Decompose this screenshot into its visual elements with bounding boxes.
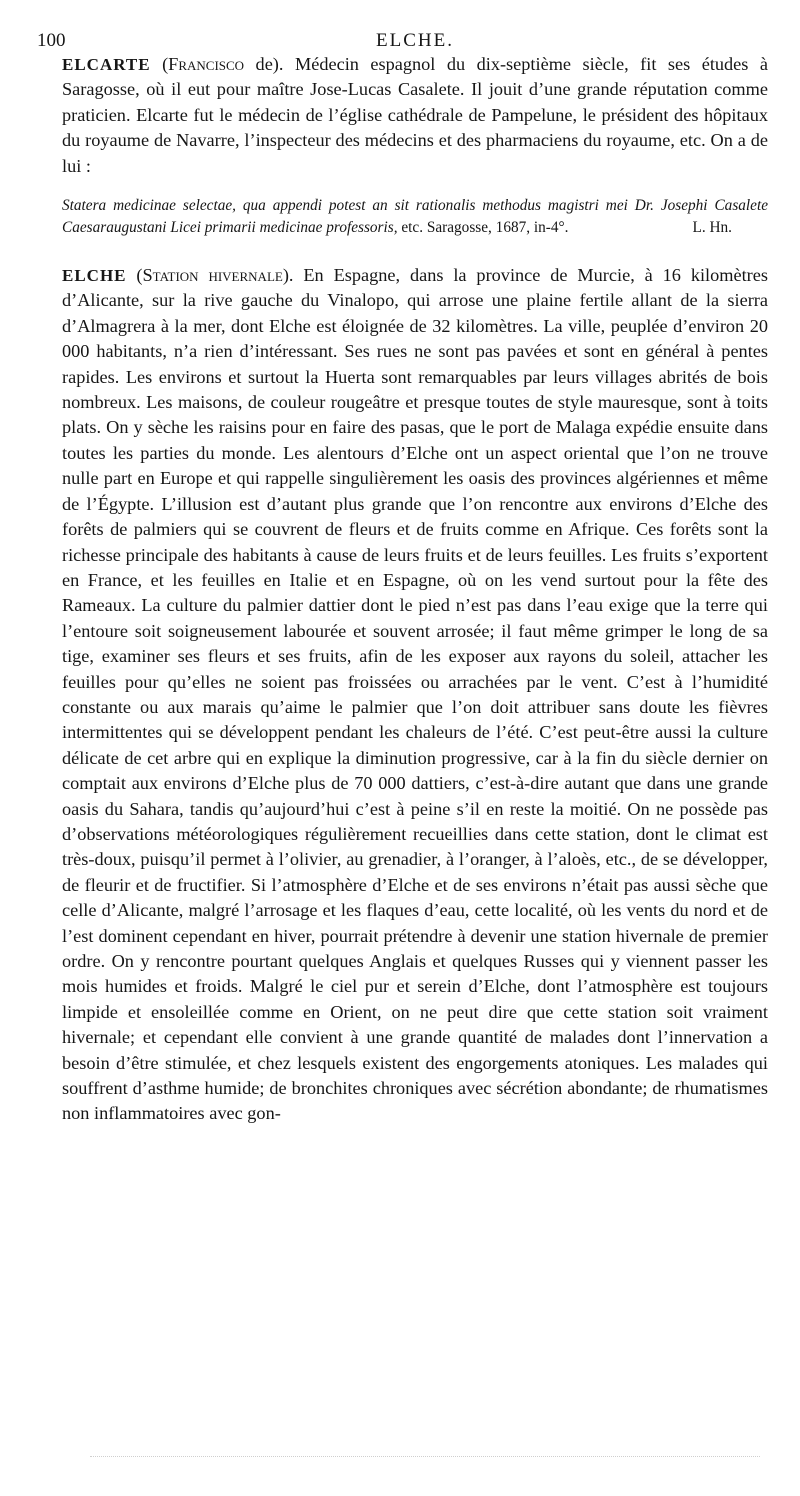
document-page bbox=[37, 22, 768, 1127]
entry-elcarte-body: Médecin espagnol du dix-septième siècle, fit ses études à Saragosse, où il eut pour maître Jose-Lucas Casalete. Il jouit d’une grande réputation comme praticien. Elcarte fut le médecin de l’église cathédrale de Pampelune, le président des hôpitaux du royaume de Navarre, l’inspecteur des médecins et des pharmaciens du royaume, etc. On a de lui : bbox=[62, 54, 768, 176]
author-signature: L. Hn. bbox=[692, 219, 732, 237]
bibliography-entry bbox=[62, 195, 768, 239]
entry-elcarte bbox=[62, 52, 768, 179]
entry-elche bbox=[62, 263, 768, 1127]
entry-elche-body: En Espagne, dans la province de Murcie, à 16 kilomètres d’Alicante, sur la rive gauche du Vinalopo, qui arrose une plaine fertile allant de la sierra d’Almagrera à la mer, dont Elche est éloignée de 32 kilomètres. La ville, peuplée d’environ 20 000 habitants, n’a rien d’intéressant. Ses rues ne sont pas pavées et sont en général à pentes rapides. Les environs et surtout la Huerta sont remarquables par leurs villages abrités de bois nombreux. Les maisons, de couleur rougeâtre et presque toutes de style mauresque, sont à toits plats. On y sèche les raisins pour en faire des pasas, que le port de Malaga expédie ensuite dans toutes les parties du monde. Les alentours d’Elche ont un aspect oriental que l’on ne trouve nulle part en Europe et qui rappelle singulièrement les oasis des provinces algériennes et même de l’Égypte. L’illusion est d’autant plus grande que l’on rencontre aux environs d’Elche des forêts de palmiers qui se couvrent de fleurs et de fruits comme en Afrique. Ces forêts sont la richesse principale des habitants à cause de leurs fruits et de leurs feuilles. Les fruits s’exportent en France, et les feuilles en Italie et en Espagne, où on les vend surtout pour la fête des Rameaux. La culture du palmier dattier dont le pied n’est pas dans l’eau exige que la terre qui l’entoure soit soigneusement labourée et souvent arrosée; il faut même grimper le long de sa tige, examiner ses fleurs et ses fruits, afin de les exposer aux rayons du soleil, attacher les feuilles pour qu’elles ne soient pas froissées ou arrachées par le vent. C’est à l’humidité constante ou aux marais qu’aime le palmier que l’on doit attribuer sans doute les fièvres intermittentes qui se développent pendant les chaleurs de l’été. C’est peut-être aussi la culture délicate de cet arbre qui en explique la diminution progressive, car à la fin du siècle dernier on comptait aux environs d’Elche plus de 70 000 dattiers, c’est-à-dire autant que dans une grande oasis du Sahara, tandis qu’aujourd’hui c’est à peine s’il en reste la moitié. On ne possède pas d’observations météorologiques régulièrement recueillies dans cette station, dont le climat est très-doux, puisqu’il permet à l’olivier, au grenadier, à l’oranger, à l’aloès, etc., de se développer, de fleurir et de fructifier. Si l’atmosphère d’Elche et de ses environs n’était pas aussi sèche que celle d’Alicante, malgré l’arrosage et les flaques d’eau, cette localité, où les vents du nord et de l’est dominent cependant en hiver, pourrait prétendre à devenir une station hivernale de premier ordre. On y rencontre pourtant quelques Anglais et quelques Russes qui y viennent passer les mois humides et froids. Malgré le ciel pur et serein d’Elche, dont l’atmosphère est toujours limpide et ensoleillée comme en Orient, on ne peut dire que cette station soit vraiment hivernale; et cependant elle convient à une grande quantité de malades dont l’innervation a besoin d’être stimulée, et chez lesquels existent des engorgements atoniques. Les malades qui souffrent d’asthme humide; de bronchites chroniques avec sécrétion abondante; de rhumatismes non inflammatoires avec gon- bbox=[62, 265, 768, 1124]
running-title: ELCHE. bbox=[376, 30, 454, 51]
page-number: 100 bbox=[37, 30, 66, 51]
bottom-rule bbox=[90, 1456, 760, 1457]
name-open: ( bbox=[162, 54, 169, 74]
biblio-imprint: etc. Saragosse, 1687, in-4°. bbox=[397, 219, 569, 237]
biblio-title: Statera medicinae selectae, qua appendi potest an sit rationalis methodus magistri mei Dr. Josephi Casalete Caesaraugustani Licei primarii medicinae professoris, bbox=[62, 197, 768, 237]
given-name: Francisco bbox=[168, 54, 245, 74]
headword-elche: ELCHE bbox=[62, 266, 127, 286]
running-head bbox=[37, 22, 768, 52]
headword-elcarte: ELCARTE bbox=[62, 55, 151, 74]
name-close: de). bbox=[244, 54, 284, 74]
entry-qualifier: (Station hivernale). bbox=[136, 265, 294, 286]
